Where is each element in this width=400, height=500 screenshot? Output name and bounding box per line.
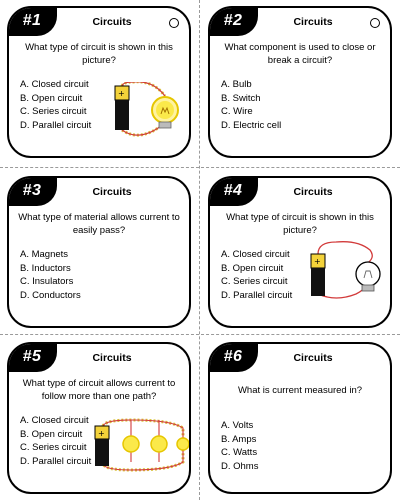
task-card-1: [7, 6, 191, 158]
card-question: What component is used to close or break a circuit?: [224, 42, 376, 66]
answer-option: D. Parallel circuit: [20, 119, 92, 131]
answer-option: C. Series circuit: [221, 276, 288, 287]
answer-option: D. Parallel circuit: [221, 289, 293, 301]
card-title: Circuits: [92, 186, 132, 198]
answer-option: A. Bulb: [221, 79, 252, 90]
answer-option: A. Volts: [221, 420, 254, 431]
answer-option: B. Switch: [221, 92, 261, 104]
answer-option: A. Magnets: [20, 249, 69, 260]
svg-text:+: +: [118, 89, 125, 98]
card-question: What is current measured in?: [237, 385, 363, 396]
card-number-badge: #2: [208, 6, 258, 36]
card-question: What type of material allows current to easily pass?: [18, 212, 180, 236]
answer-option: C. Watts: [221, 447, 258, 458]
answer-options: [20, 414, 91, 468]
answer-options: [221, 419, 258, 473]
answer-option: C. Wire: [221, 106, 253, 117]
answer-option: B. Open circuit: [20, 428, 83, 440]
answer-options: [221, 248, 292, 302]
horizontal-cut-line: [0, 167, 400, 168]
task-card-5: [7, 342, 191, 494]
parallel-circuit-illustration: [91, 418, 189, 472]
answer-option: C. Series circuit: [20, 442, 87, 453]
task-card-4: [208, 176, 392, 328]
answer-options: [20, 248, 81, 302]
card-title: Circuits: [293, 186, 333, 198]
answer-option: A. Closed circuit: [20, 79, 89, 90]
closed-circuit-illustration: [109, 82, 184, 140]
card-title: Circuits: [92, 352, 132, 364]
card-title: Circuits: [293, 352, 333, 364]
card-title: Circuits: [293, 16, 333, 28]
card-number-badge: #4: [208, 176, 258, 206]
card-number-badge: #3: [7, 176, 57, 206]
answer-option: D. Conductors: [20, 289, 81, 301]
answer-options: [221, 78, 281, 132]
card-question: What type of circuit is shown in this picture?: [226, 212, 374, 236]
answer-option: B. Amps: [221, 433, 257, 445]
answer-option: A. Closed circuit: [20, 415, 89, 426]
punch-hole-icon: [169, 18, 179, 28]
answer-option: A. Closed circuit: [221, 249, 290, 260]
svg-text:+: +: [98, 429, 105, 438]
vertical-cut-line: [199, 0, 200, 500]
answer-option: D. Electric cell: [221, 119, 282, 131]
task-card-6: [208, 342, 392, 494]
card-title: Circuits: [92, 16, 132, 28]
answer-option: B. Open circuit: [20, 92, 83, 104]
card-question: What type of circuit is shown in this picture?: [25, 42, 173, 66]
answer-options: [20, 78, 91, 132]
task-card-3: [7, 176, 191, 328]
task-card-2: [208, 6, 392, 158]
answer-option: C. Insulators: [20, 276, 74, 287]
card-number-badge: #5: [7, 342, 57, 372]
card-question: What type of circuit allows current to follow more than one path?: [22, 378, 176, 402]
svg-text:+: +: [314, 257, 321, 266]
answer-option: C. Series circuit: [20, 106, 87, 117]
card-number-badge: #1: [7, 6, 57, 36]
horizontal-cut-line: [0, 334, 400, 335]
card-number-badge: #6: [208, 342, 258, 372]
open-circuit-illustration: [306, 238, 386, 304]
answer-option: B. Inductors: [20, 262, 71, 274]
answer-option: B. Open circuit: [221, 262, 284, 274]
answer-option: D. Ohms: [221, 460, 259, 472]
punch-hole-icon: [370, 18, 380, 28]
answer-option: D. Parallel circuit: [20, 455, 92, 467]
